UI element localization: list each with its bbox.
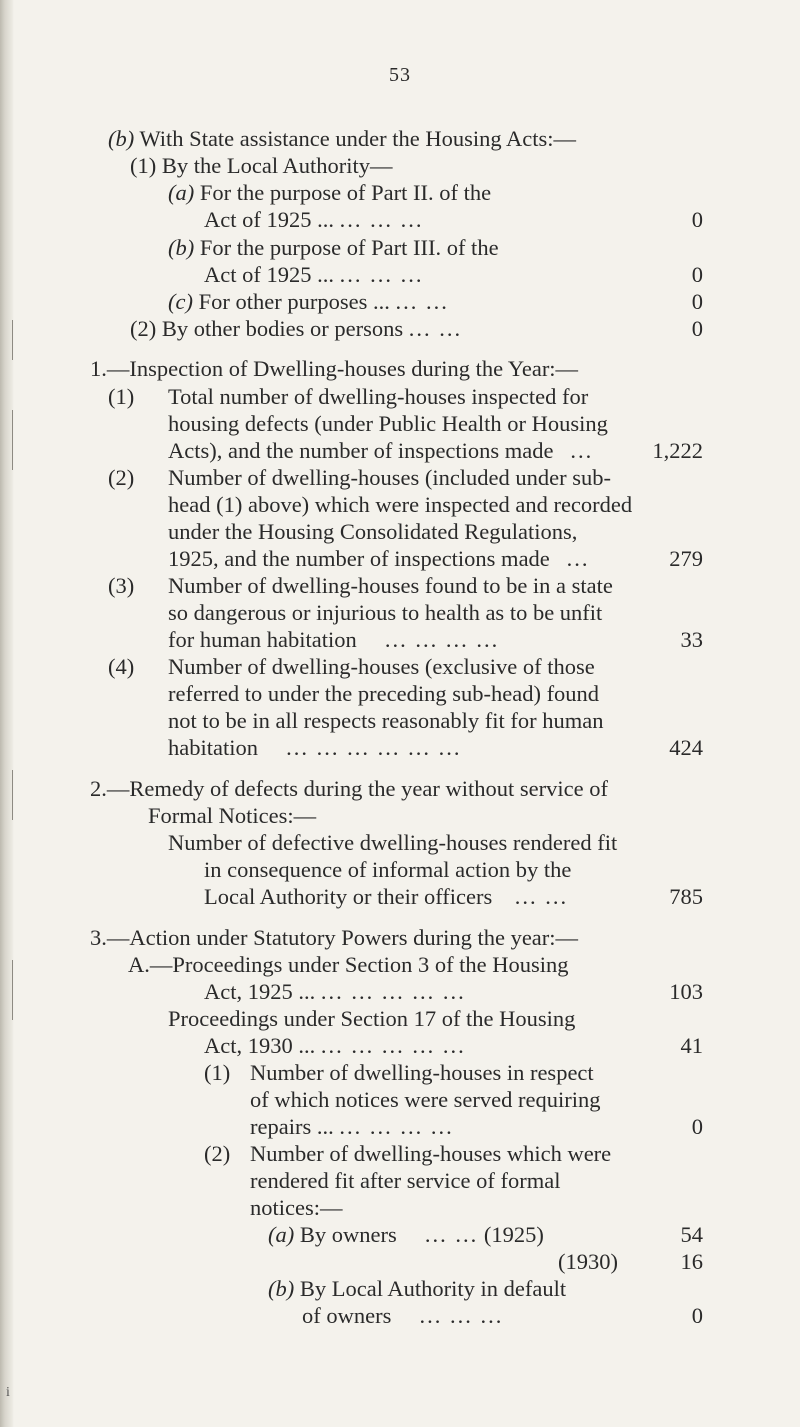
item-text: Act of 1925 ...	[204, 262, 334, 287]
page-number: 53	[389, 64, 411, 86]
year-label-1930: (1930)	[558, 1249, 618, 1274]
value-part2-1925: 0	[691, 207, 703, 232]
section-1-item3-line3	[168, 626, 499, 654]
item-label: (b)	[168, 235, 195, 260]
leader-dots: ... ... ...	[339, 262, 424, 287]
section-3-item2-line1: Number of dwelling-houses which were	[250, 1141, 612, 1166]
section-1-item1-line2: housing defects (under Public Health or Housing	[168, 411, 608, 436]
item-text: For the purpose of Part III. of the	[199, 235, 499, 260]
value-other-purposes: 0	[691, 289, 703, 314]
leader-dots: ... ... ... ... ... ...	[286, 735, 462, 760]
section-1-item3-label: (3)	[108, 573, 135, 598]
item-text: Act, 1925 ...	[204, 979, 316, 1004]
item-text: Local Authority or their officers	[204, 884, 493, 909]
spine-line	[12, 410, 13, 470]
section-1-item4-line3: not to be in all respects reasonably fit for human	[168, 708, 604, 733]
section-3-a-line1: A.—Proceedings under Section 3 of the Housing	[128, 952, 569, 977]
section-b-item2	[130, 315, 462, 343]
item-label: (c)	[168, 289, 193, 314]
item-text: habitation	[168, 735, 258, 760]
section-2-line2: Formal Notices:—	[148, 803, 317, 828]
item-text: By other bodies or persons	[161, 316, 404, 341]
section-b-item1c	[168, 288, 449, 316]
section-3-item1-line2: of which notices were served requiring	[250, 1087, 601, 1112]
section-b-item1b-line1	[168, 234, 499, 262]
value-local-authority-default: 0	[691, 1303, 703, 1328]
item-label: (1)	[130, 153, 157, 178]
section-1-item3-line1: Number of dwelling-houses found to be in a state	[168, 573, 613, 598]
year-label: (1925)	[483, 1222, 544, 1247]
leader-dots: ...	[566, 546, 590, 571]
spine-line	[12, 960, 13, 1020]
item-text: Acts), and the number of inspections made	[168, 438, 554, 463]
section-3-item1-line3	[250, 1113, 454, 1141]
leader-dots: ... ... ...	[419, 1303, 504, 1328]
value-unfit-dwellings: 33	[680, 627, 703, 652]
value-dwellings-recorded: 279	[669, 546, 703, 571]
section-1-item1-line3	[168, 437, 593, 465]
section-3-item2b-line2	[302, 1302, 503, 1330]
section-1-item4-label: (4)	[108, 654, 135, 679]
section-b-item1b-line2	[204, 261, 423, 289]
section-1-item2-line4	[168, 545, 590, 573]
leader-dots: ... ... ... ... ...	[320, 979, 466, 1004]
section-3-item1-line1: Number of dwelling-houses in respect	[250, 1060, 594, 1085]
section-3-p17-line1: Proceedings under Section 17 of the Housing	[168, 1006, 576, 1031]
section-3-item2-line2: rendered fit after service of formal	[250, 1168, 561, 1193]
spine-line	[12, 770, 13, 820]
section-3-item2-label: (2)	[204, 1141, 231, 1166]
value-dwellings-inspected: 1,222	[652, 438, 703, 463]
section-3-a-line2	[204, 978, 466, 1006]
leader-dots: ... ...	[424, 1222, 479, 1247]
item-text: of owners	[302, 1303, 392, 1328]
section-1-item2-line2: head (1) above) which were inspected and recorded	[168, 492, 633, 517]
item-text: By the Local Authority—	[161, 153, 393, 178]
item-label: (2)	[130, 316, 157, 341]
section-b-item1a-line1	[168, 179, 491, 207]
leader-dots: ... ... ... ...	[384, 627, 500, 652]
section-1-item2-line3: under the Housing Consolidated Regulations,	[168, 519, 578, 544]
section-3-heading: 3.—Action under Statutory Powers during the year:—	[90, 925, 579, 950]
value-other-bodies: 0	[691, 316, 703, 341]
item-text: By Local Authority in default	[299, 1276, 567, 1301]
section-2-line3: Number of defective dwelling-houses rendered fit	[168, 830, 618, 855]
section-3-p17-line2	[204, 1032, 466, 1060]
section-2-line1: 2.—Remedy of defects during the year without service of	[90, 776, 608, 801]
section-b-item1a-line2	[204, 206, 423, 234]
section-1-heading: 1.—Inspection of Dwelling-houses during the Year:—	[90, 356, 579, 381]
value-section3-proceedings: 103	[669, 979, 703, 1004]
item-text: repairs ...	[250, 1114, 334, 1139]
item-text: Act, 1930 ...	[204, 1033, 316, 1058]
section-1-item4-line2: referred to under the preceding sub-head) found	[168, 681, 600, 706]
leader-dots: ... ... ... ... ...	[320, 1033, 466, 1058]
section-2-line4: in consequence of informal action by the	[204, 857, 572, 882]
leader-dots: ... ...	[514, 884, 569, 909]
section-1-item2-line1: Number of dwelling-houses (included under sub-	[168, 465, 612, 490]
page-edge	[0, 0, 14, 1427]
item-text: For the purpose of Part II. of the	[199, 180, 492, 205]
section-2-line5	[204, 883, 568, 911]
section-1-item2-label: (2)	[108, 465, 135, 490]
leader-dots: ... ... ... ...	[339, 1114, 454, 1139]
value-not-fit-dwellings: 424	[669, 735, 703, 760]
leader-dots: ... ... ...	[339, 207, 424, 232]
section-1-item4-line4	[168, 734, 461, 762]
section-3-item2b-line1	[268, 1275, 566, 1303]
item-text: For other purposes ...	[198, 289, 390, 314]
item-label: (a)	[268, 1222, 295, 1247]
value-part3-1925: 0	[691, 262, 703, 287]
item-text: By owners	[299, 1222, 397, 1247]
margin-mark: i	[6, 1385, 10, 1400]
value-rendered-fit-informal: 785	[669, 884, 703, 909]
section-1-item4-line1: Number of dwelling-houses (exclusive of those	[168, 654, 595, 679]
section-1-item1-label: (1)	[108, 384, 135, 409]
section-b-label: (b)	[108, 126, 135, 151]
value-owners-1930: 16	[680, 1249, 703, 1274]
item-text: for human habitation	[168, 627, 357, 652]
value-owners-1925: 54	[680, 1222, 703, 1247]
leader-dots: ...	[570, 438, 594, 463]
section-3-item1-label: (1)	[204, 1060, 231, 1085]
item-text: Act of 1925 ...	[204, 207, 334, 232]
spine-line	[12, 320, 13, 360]
section-1-item1-line1: Total number of dwelling-houses inspected for	[168, 384, 589, 409]
section-b-heading	[108, 125, 576, 153]
item-label: (b)	[268, 1276, 295, 1301]
leader-dots: ... ...	[395, 289, 449, 314]
section-1-item3-line2: so dangerous or injurious to health as to be unfit	[168, 600, 603, 625]
item-text: 1925, and the number of inspections made	[168, 546, 550, 571]
value-repair-notices: 0	[691, 1114, 703, 1139]
section-3-item2a	[268, 1221, 544, 1249]
section-b-item1	[130, 152, 392, 180]
section-b-heading-text: With State assistance under the Housing Acts:—	[139, 126, 576, 151]
item-label: (a)	[168, 180, 195, 205]
value-section17-proceedings: 41	[680, 1033, 703, 1058]
leader-dots: ... ...	[408, 316, 463, 341]
section-3-item2-line3: notices:—	[250, 1195, 343, 1220]
